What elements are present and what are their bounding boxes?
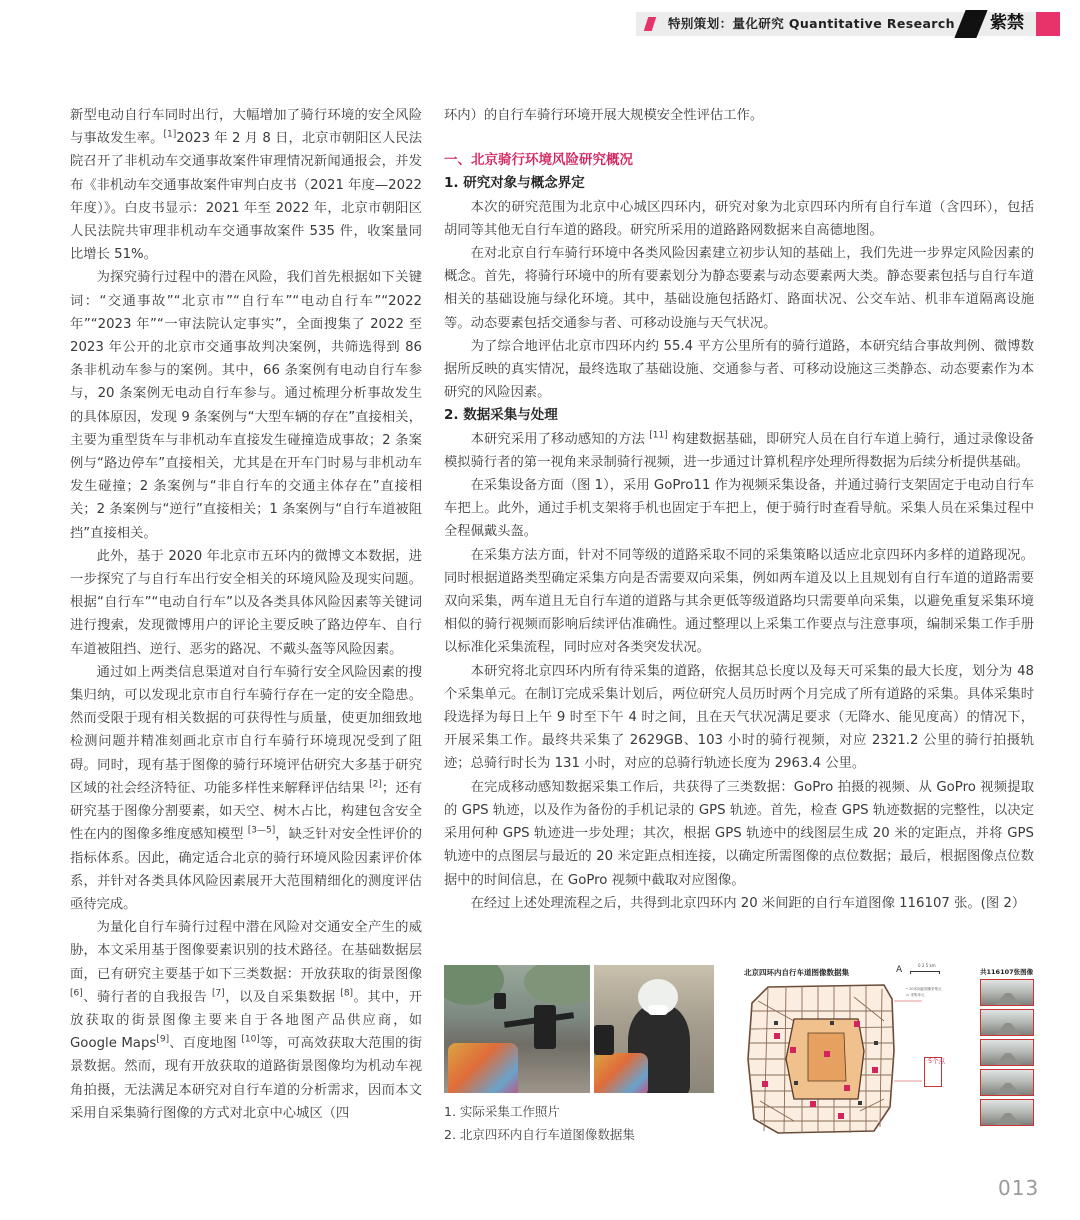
citation: [9] [156, 1034, 170, 1045]
journal-logo: 紫禁 [990, 13, 1024, 33]
paragraph: 在经过上述处理流程之后，共得到北京四环内 20 米间距的自行车道图像 116107 张。(图 2） [470, 895, 1026, 911]
legend-label: 20米间距图像采集点 [909, 987, 942, 991]
paragraph [70, 104, 422, 266]
citation: [7] [212, 988, 225, 999]
paragraph: 本次的研究范围为北京中心城区四环内，研究对象为北京四环内所有自行车道（含四环），包括胡同等其他无自行车道的路段。研究所采用的道路路网数据来自高德地图。 [444, 199, 1034, 238]
figure-captions [444, 1100, 635, 1146]
paragraph [70, 916, 422, 1125]
right-column [444, 104, 1034, 915]
north-arrow-icon: A [896, 965, 903, 975]
map-scale-bar [910, 971, 940, 974]
map-graphic [734, 981, 925, 1137]
citation: [2] [369, 779, 382, 790]
citation: [6] [70, 988, 83, 999]
text-run: 通过如上两类信息渠道对自行车骑行安全风险因素的搜集归纳，可以发现北京市自行车骑行存在一定的安全隐患。然而受限于现有相关数据的可获得性与质量，使更加细致地检测问题并精准刻画北京市自行车骑行环境现况受到了阻碍。同时，现有基于图像的骑行环境评估研究大多基于研究区域的社会经济特征、功能多样性来解释评估结果 [70, 664, 422, 796]
thumb-road [995, 993, 1021, 1005]
sample-image-thumb [980, 979, 1034, 1006]
legend-box-icon: ▭ [906, 993, 910, 997]
page-number: 013 [998, 1176, 1040, 1200]
photo-phone-mount [594, 1025, 614, 1055]
photo-bike-body [594, 1053, 648, 1093]
paragraph: 此外，基于 2020 年北京市五环内的微博文本数据，进一步探究了与自行车出行安全相关的环境风险及现实问题。根据“自行车”“电动自行车”以及各类具体风险因素等关键词进行搜索，发现微博用户的评论主要反映了路边停车、自行车道被阻挡、逆行、恶劣的路况、不戴头盔等风险因素。 [70, 548, 422, 657]
text-run: 为量化自行车骑行过程中潜在风险对交通安全产生的威胁，本文采用基于图像要素识别的技术路径。在基础数据层面，已有研究主要基于如下三类数据：开放获取的街景图像 [70, 920, 422, 982]
sample-image-thumb [980, 1069, 1034, 1096]
marker [874, 1041, 878, 1045]
citation: [1] [163, 129, 177, 140]
marker [830, 1021, 834, 1025]
caption-2: 2. 北京四环内自行车道图像数据集 [444, 1127, 635, 1142]
legend-label: 采集单元 [910, 993, 925, 997]
text-run: 本研究采用了移动感知的方法 [470, 431, 645, 447]
text-run: 、百度地图 [169, 1036, 237, 1052]
citation: [3—5] [247, 825, 276, 836]
sample-image-thumb [980, 1039, 1034, 1066]
section-title: 一、北京骑行环境风险研究概况 [444, 152, 633, 169]
image-count-title: 共116107张图像 [980, 968, 1034, 976]
paragraph: 本研究将北京四环内所有待采集的道路，依据其总长度以及每天可采集的最大长度，划分为 48 个采集单元。在制订完成采集计划后，两位研究人员历时两个月完成了所有道路的采集。具体采集时段选择为每日上午 9 时至下午 4 时之间，且在天气状况满足要求（无降水、能见度高）的情况下，开展采集工作。最终共采集了 2629GB、103 小时的骑行视频，对应 2321.2 公里的骑行拍摄轨迹；总骑行时长为 131 小时，对应的总骑行轨迹长度为 2963.4 公里。 [444, 663, 1034, 772]
sample-image-thumb [980, 1009, 1034, 1036]
text-run: ；还有研究基于图像分割要素，如天空、树木占比，构建包含安全性在内的图像多维度感知模型 [70, 780, 423, 843]
photo-phone-mount [534, 1005, 556, 1049]
photo-rider [594, 965, 714, 1093]
text-run: ，以及自采集数据 [224, 989, 336, 1005]
marker [794, 1081, 798, 1085]
map-callout-label: 5个点 [928, 1057, 946, 1065]
text-run: 构建数据基础，即研究人员在自行车道上骑行，通过录像设备模拟骑行者的第一视角来录制骑行视频，进一步通过计算机程序处理所得数据为后续分析提供基础。 [444, 431, 1034, 470]
photo-gopro [494, 993, 506, 1009]
paragraph [70, 661, 422, 916]
marker [774, 1021, 778, 1025]
paragraph: 为了综合地评估北京市四环内约 55.4 平方公里所有的骑行道路，本研究结合事故判例、微博数据所反映的真实情况，最终选取了基础设施、交通参与者、可移动设施这三类静态、动态要素作为本研究的风险因素。 [444, 338, 1034, 401]
left-column [70, 104, 422, 1125]
text-run: 。其中，开放获取的街景图像主要来自于各地图产品供应商，如 Google Maps [70, 989, 422, 1052]
photo-tree [524, 965, 590, 1005]
marker [858, 1101, 862, 1105]
thumb-road [995, 1083, 1021, 1095]
text-run: 2023 年 2 月 8 日，北京市朝阳区人民法院召开了非机动车交通事故案件审理情况新闻通报会，并发布《非机动车交通事故案件审判白皮书（2021 年度—2022 年度）》。白皮书显示：2021 年至 2022 年，北京市朝阳区人民法院共审理非机动车交通事故案件 535 件，收案量同比增长 51%。 [70, 131, 422, 263]
sample-image-thumb [980, 1099, 1034, 1126]
text-run: 、骑行者的自我报告 [82, 989, 208, 1005]
paragraph: 在完成移动感知数据采集工作后，共获得了三类数据：GoPro 拍摄的视频、从 GoPro 视频提取的 GPS 轨迹，以及作为备份的手机记录的 GPS 轨迹。首先，检查 GPS 轨迹数据的完整性，以决定采用何种 GPS 轨迹进一步处理；其次，根据 GPS 轨迹中的线图层生成 20 米的定距点，并将 GPS 轨迹中的点图层与最近的 20 米定距点相连接，以确定所需图像的点位数据；最后，根据图像点位数据中的时间信息，在 GoPro 视频中截取对应图像。 [444, 779, 1034, 888]
citation: [10] [241, 1034, 260, 1045]
subsection-title: 1. 研究对象与概念界定 [444, 175, 585, 192]
header-title: 特别策划：量化研究 Quantitative Research [668, 16, 955, 31]
caption-1: 1. 实际采集工作照片 [444, 1104, 560, 1119]
paragraph: 在对北京自行车骑行环境中各类风险因素建立初步认知的基础上，我们先进一步界定风险因素的概念。首先，将骑行环境中的所有要素划分为静态要素与动态要素两大类。静态要素包括与自行车道相关的基础设施与绿化环境。其中，基础设施包括路灯、路面状况、公交车站、机非车道隔离设施等。动态要素包括交通参与者、可移动设施与天气状况。 [444, 246, 1034, 331]
figure-map-dataset [732, 965, 1034, 1137]
thumb-road [995, 1113, 1021, 1125]
map-title: 北京四环内自行车道图像数据集 [744, 968, 849, 977]
text-run: 等，可高效获取大范围的街景数据。然而，现有开放获取的道路街景图像均为机动车视角拍摄，无法满足本研究对自行车道的分析需求，因而本文采用自采集骑行图像的方式对北京中心城区（四 [70, 1036, 422, 1121]
map-scale-label: 0 2.5 km [918, 963, 936, 968]
citation: [8] [340, 988, 354, 999]
citation: [11] [649, 430, 668, 441]
paragraph: 为探究骑行过程中的潜在风险，我们首先根据如下关键词：“交通事故”“北京市”“自行车”“电动自行车”“2022 年”“2023 年”“一审法院认定事实”，全面搜集了 2022 至 2023 年公开的北京市交通事故判决案例，共筛选得到 86 条非机动车参与的案例。其中，66 条案例有电动自行车参与，20 条案例无电动自行车参与。通过梳理分析事故发生的具体原因，发现 9 条案例与“大型车辆的存在”直接相关，主要为重型货车与非机动车直接发生碰撞造成事故；2 条案例与“路边停车”直接相关，尤其是在开车门时易与非机动车发生碰撞；2 条案例与“非自行车的交通主体存在”直接相关；2 条案例与“逆行”直接相关；1 条案例与“自行车道被阻挡”直接相关。 [70, 270, 422, 541]
photo-mask [648, 1005, 668, 1015]
text-run: ，缺乏针对安全性评价的指标体系。因此，确定适合北京的骑行环境风险因素评价体系，并针对各类具体风险因素展开大范围精细化的测度评估亟待完成。 [70, 827, 423, 912]
paragraph: 在采集方法方面，针对不同等级的道路采取不同的采集策略以适应北京四环内多样的道路现况。同时根据道路类型确定采集方向是否需要双向采集，例如两车道及以上且规划有自行车道的道路需要双向采集，两车道且无自行车道的道路与其余更低等级道路均只需要单向采集，以避免重复采集环境相似的骑行视频而影响后续评估准确性。通过整理以上采集工作要点与注意事项，编制采集工作手册以标准化采集流程，同时应对各类突发状况。 [444, 547, 1034, 656]
header-pink-block [1036, 12, 1060, 36]
legend-dot-icon: • [906, 987, 909, 991]
text-run: 新型电动自行车同时出行，大幅增加了骑行环境的安全风险与事故发生率。 [70, 108, 422, 147]
paragraph [444, 428, 1034, 474]
thumb-road [995, 1023, 1021, 1035]
subsection-title: 2. 数据采集与处理 [444, 407, 558, 424]
paragraph: 环内）的自行车骑行环境开展大规模安全性评估工作。 [444, 108, 764, 123]
photo-bike-body [448, 1043, 518, 1093]
thumb-road [995, 1053, 1021, 1065]
paragraph: 在采集设备方面（图 1），采用 GoPro11 作为视频采集设备，并通过骑行支架固定于电动自行车车把上。此外，通过手机支架将手机也固定于车把上，便于骑行时查看导航。采集人员在采集过程中全程佩戴头盔。 [444, 478, 1034, 540]
page-header [0, 0, 1080, 48]
photo-bike-handlebar [444, 965, 590, 1093]
